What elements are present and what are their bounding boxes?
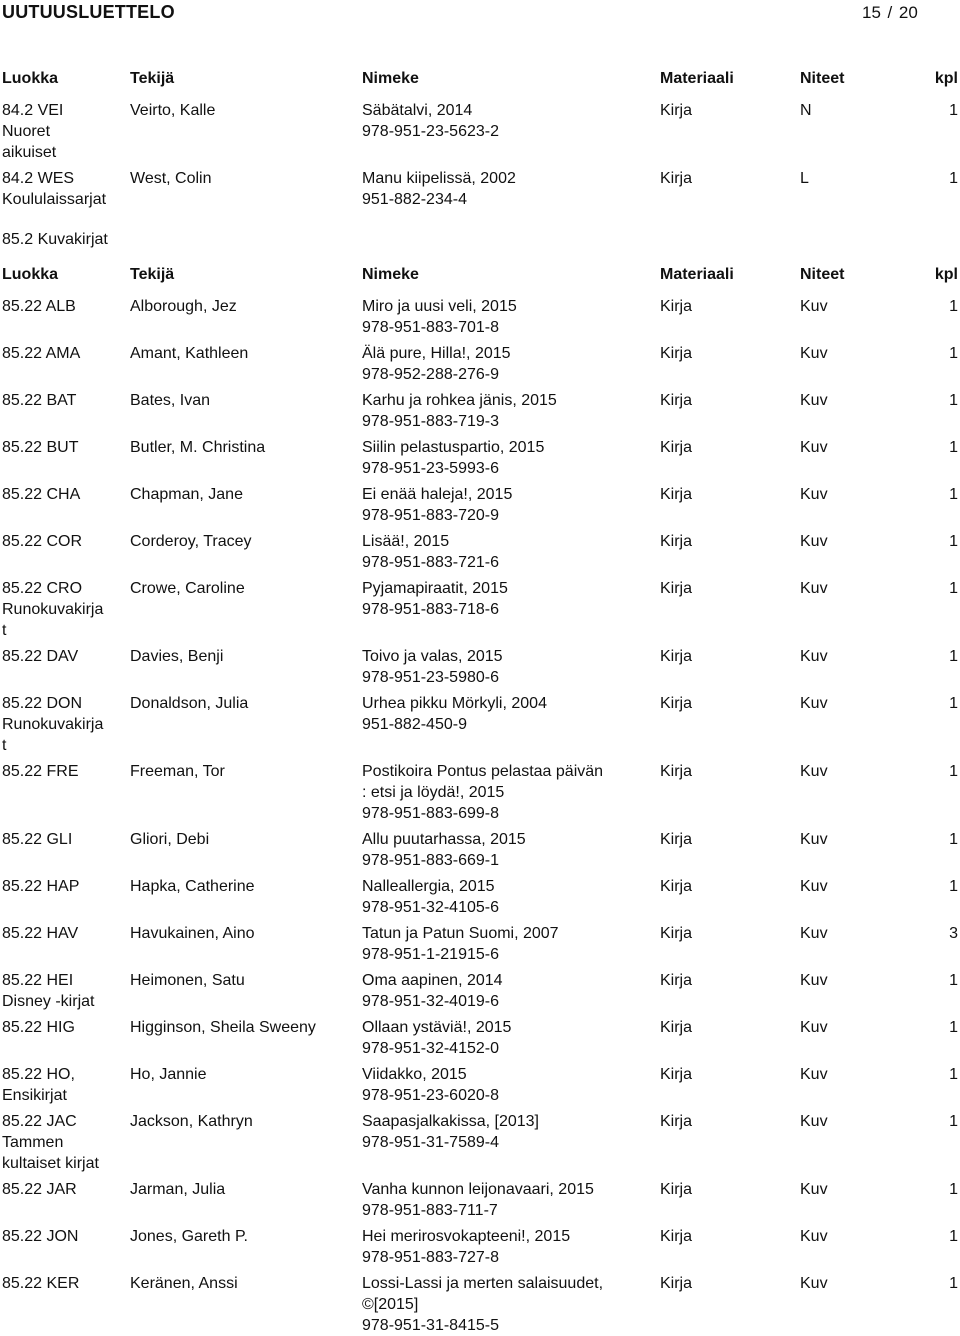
luokka-line: 85.22 HEI [2,972,74,989]
nimeke-line: Oma aapinen, 2014 [362,972,503,989]
document-title: UUTUUSLUETTELO [2,2,175,22]
page-separator: / [887,3,893,22]
nimeke-line: 978-951-31-8415-5 [362,1317,499,1334]
cell-materiaali: Kirja [660,1228,693,1245]
page-number [862,2,918,23]
luokka-line: 85.22 ALB [2,298,76,315]
nimeke-line: 978-951-883-701-8 [362,319,499,336]
cell-materiaali: Kirja [660,878,693,895]
cell-tekija: Davies, Benji [130,648,224,665]
cell-niteet: L [800,170,809,187]
cell-luokka [2,100,122,163]
cell-tekija: Keränen, Anssi [130,1275,238,1292]
cell-luokka [2,923,122,944]
nimeke-line: 978-951-32-4019-6 [362,993,499,1010]
cell-nimeke [362,437,632,479]
cell-luokka [2,693,122,756]
cell-tekija: Jarman, Julia [130,1181,226,1198]
cell-nimeke [362,829,632,871]
cell-materiaali: Kirja [660,648,693,665]
cell-kpl: 1 [949,170,958,187]
cell-materiaali: Kirja [660,695,693,712]
cell-tekija: Crowe, Caroline [130,580,245,597]
cell-kpl: 1 [949,345,958,362]
cell-nimeke [362,390,632,432]
cell-materiaali: Kirja [660,1275,693,1292]
nimeke-line: 978-951-883-718-6 [362,601,499,618]
cell-luokka [2,646,122,667]
cell-materiaali: Kirja [660,925,693,942]
cell-niteet: Kuv [800,439,828,456]
cell-niteet: Kuv [800,695,828,712]
section-title: 85.2 Kuvakirjat [2,231,108,248]
cell-tekija: Higginson, Sheila Sweeny [130,1019,316,1036]
luokka-line: Nuoret [2,123,51,140]
cell-niteet: Kuv [800,925,828,942]
luokka-line: 85.22 COR [2,533,83,550]
cell-kpl: 1 [949,1113,958,1130]
cell-kpl: 1 [949,1228,958,1245]
cell-materiaali: Kirja [660,1113,693,1130]
cell-materiaali: Kirja [660,533,693,550]
table-row [0,761,960,824]
col-niteet: Niteet [800,266,845,283]
cell-nimeke [362,1226,632,1268]
luokka-line: Runokuvakirja [2,716,104,733]
cell-niteet: Kuv [800,1228,828,1245]
table-row [0,1273,960,1336]
cell-nimeke [362,1179,632,1221]
cell-tekija: Jones, Gareth P. [130,1228,248,1245]
cell-niteet: Kuv [800,972,828,989]
table-row [0,829,960,871]
cell-kpl: 1 [949,298,958,315]
cell-luokka [2,1064,122,1106]
cell-luokka [2,1017,122,1038]
cell-niteet: Kuv [800,1181,828,1198]
nimeke-line: : etsi ja löydä!, 2015 [362,784,505,801]
table-row [0,1064,960,1106]
cell-tekija: Jackson, Kathryn [130,1113,253,1130]
cell-materiaali: Kirja [660,102,693,119]
luokka-line: 85.22 GLI [2,831,73,848]
cell-niteet: Kuv [800,1019,828,1036]
table-row [0,923,960,965]
cell-luokka [2,484,122,505]
nimeke-line: 978-951-883-669-1 [362,852,499,869]
luokka-line: 85.22 HAP [2,878,80,895]
cell-luokka [2,437,122,458]
nimeke-line: Säbätalvi, 2014 [362,102,473,119]
nimeke-line: Nalleallergia, 2015 [362,878,495,895]
cell-materiaali: Kirja [660,170,693,187]
table-row [0,168,960,210]
table-row [0,646,960,688]
cell-tekija: Alborough, Jez [130,298,237,315]
cell-nimeke [362,693,632,735]
nimeke-line: Urhea pikku Mörkyli, 2004 [362,695,547,712]
luokka-line: 85.22 JAR [2,1181,77,1198]
cell-nimeke [362,923,632,965]
cell-niteet: Kuv [800,345,828,362]
luokka-line: Ensikirjat [2,1087,67,1104]
cell-materiaali: Kirja [660,580,693,597]
nimeke-line: 978-951-883-720-9 [362,507,499,524]
table-row [0,100,960,163]
nimeke-line: Karhu ja rohkea jänis, 2015 [362,392,557,409]
nimeke-line: 978-951-1-21915-6 [362,946,499,963]
cell-materiaali: Kirja [660,763,693,780]
cell-niteet: Kuv [800,878,828,895]
table-row [0,296,960,338]
nimeke-line: 978-951-883-719-3 [362,413,499,430]
luokka-line: 85.22 BUT [2,439,79,456]
cell-kpl: 1 [949,533,958,550]
cell-nimeke [362,343,632,385]
table-row [0,1017,960,1059]
cell-materiaali: Kirja [660,1066,693,1083]
cell-nimeke [362,761,632,824]
luokka-line: aikuiset [2,144,57,161]
nimeke-line: Postikoira Pontus pelastaa päivän [362,763,604,780]
cell-kpl: 1 [949,972,958,989]
col-tekija: Tekijä [130,70,175,87]
col-kpl: kpl [934,70,958,87]
cell-tekija: Gliori, Debi [130,831,210,848]
table-row [0,390,960,432]
table-row [0,1111,960,1174]
total-pages: 20 [898,3,918,22]
cell-tekija: Freeman, Tor [130,763,225,780]
cell-niteet: N [800,102,812,119]
luokka-line: 85.22 HIG [2,1019,75,1036]
cell-niteet: Kuv [800,392,828,409]
nimeke-line: 978-951-23-5623-2 [362,123,499,140]
current-page: 15 [862,3,881,22]
luokka-line: 85.22 HO, [2,1066,75,1083]
cell-luokka [2,876,122,897]
cell-nimeke [362,484,632,526]
cell-luokka [2,1226,122,1247]
luokka-line: Tammen [2,1134,64,1151]
cell-niteet: Kuv [800,533,828,550]
cell-kpl: 1 [949,1181,958,1198]
nimeke-line: Viidakko, 2015 [362,1066,467,1083]
cell-nimeke [362,296,632,338]
cell-kpl: 3 [949,925,958,942]
table-row [0,693,960,756]
cell-tekija: Bates, Ivan [130,392,211,409]
luokka-line: 85.22 JAC [2,1113,77,1130]
nimeke-line: 978-951-31-7589-4 [362,1134,499,1151]
col-niteet: Niteet [800,70,845,87]
cell-luokka [2,970,122,1012]
luokka-line: Koululaissarjat [2,191,107,208]
cell-nimeke [362,876,632,918]
cell-niteet: Kuv [800,648,828,665]
nimeke-line: 951-882-234-4 [362,191,467,208]
cell-materiaali: Kirja [660,972,693,989]
cell-luokka [2,829,122,850]
nimeke-line: 978-951-23-5993-6 [362,460,499,477]
cell-nimeke [362,1111,632,1153]
nimeke-line: 978-952-288-276-9 [362,366,499,383]
cell-materiaali: Kirja [660,1019,693,1036]
luokka-line: t [2,622,7,639]
cell-kpl: 1 [949,831,958,848]
cell-niteet: Kuv [800,580,828,597]
cell-kpl: 1 [949,878,958,895]
cell-materiaali: Kirja [660,486,693,503]
nimeke-line: Ei enää haleja!, 2015 [362,486,513,503]
cell-luokka [2,1111,122,1174]
nimeke-line: Miro ja uusi veli, 2015 [362,298,517,315]
nimeke-line: 978-951-23-5980-6 [362,669,499,686]
cell-kpl: 1 [949,580,958,597]
cell-materiaali: Kirja [660,298,693,315]
cell-nimeke [362,168,632,210]
table-row [0,876,960,918]
luokka-line: 85.22 DAV [2,648,79,665]
cell-materiaali: Kirja [660,1181,693,1198]
cell-kpl: 1 [949,1019,958,1036]
cell-nimeke [362,970,632,1012]
cell-tekija: Veirto, Kalle [130,102,216,119]
luokka-line: 85.22 CHA [2,486,81,503]
nimeke-line: Vanha kunnon leijonavaari, 2015 [362,1181,594,1198]
table-row [0,970,960,1012]
cell-kpl: 1 [949,648,958,665]
nimeke-line: Ollaan ystäviä!, 2015 [362,1019,512,1036]
cell-tekija: Chapman, Jane [130,486,243,503]
section-2-table [0,296,960,1336]
nimeke-line: Älä pure, Hilla!, 2015 [362,345,511,362]
cell-niteet: Kuv [800,1275,828,1292]
cell-materiaali: Kirja [660,831,693,848]
nimeke-line: 978-951-883-711-7 [362,1202,498,1219]
nimeke-line: Lisää!, 2015 [362,533,450,550]
nimeke-line: Toivo ja valas, 2015 [362,648,503,665]
nimeke-line: ©[2015] [362,1296,419,1313]
cell-tekija: Ho, Jannie [130,1066,207,1083]
cell-niteet: Kuv [800,486,828,503]
cell-kpl: 1 [949,102,958,119]
nimeke-line: Pyjamapiraatit, 2015 [362,580,508,597]
cell-tekija: Heimonen, Satu [130,972,245,989]
luokka-line: 85.22 HAV [2,925,79,942]
col-materiaali: Materiaali [660,266,734,283]
column-header-row [0,68,960,89]
cell-luokka [2,578,122,641]
luokka-line: t [2,737,7,754]
cell-niteet: Kuv [800,831,828,848]
cell-luokka [2,531,122,552]
luokka-line: 84.2 VEI [2,102,64,119]
col-nimeke: Nimeke [362,70,419,87]
luokka-line: 85.22 AMA [2,345,81,362]
luokka-line: 85.22 DON [2,695,83,712]
luokka-line: 85.22 BAT [2,392,77,409]
cell-niteet: Kuv [800,1113,828,1130]
cell-materiaali: Kirja [660,392,693,409]
nimeke-line: Tatun ja Patun Suomi, 2007 [362,925,559,942]
col-luokka: Luokka [2,266,59,283]
luokka-line: 85.22 JON [2,1228,79,1245]
table-row [0,531,960,573]
cell-materiaali: Kirja [660,439,693,456]
col-kpl: kpl [934,266,958,283]
cell-niteet: Kuv [800,1066,828,1083]
luokka-line: kultaiset kirjat [2,1155,99,1172]
nimeke-line: 978-951-883-721-6 [362,554,499,571]
nimeke-line: 978-951-32-4105-6 [362,899,499,916]
luokka-line: Runokuvakirja [2,601,104,618]
luokka-line: 85.22 FRE [2,763,79,780]
cell-nimeke [362,1064,632,1106]
cell-nimeke [362,1017,632,1059]
cell-materiaali: Kirja [660,345,693,362]
cell-tekija: Butler, M. Christina [130,439,266,456]
cell-luokka [2,1179,122,1200]
table-row [0,437,960,479]
nimeke-line: 978-951-883-727-8 [362,1249,499,1266]
cell-tekija: Amant, Kathleen [130,345,249,362]
cell-nimeke [362,1273,632,1336]
cell-tekija: Havukainen, Aino [130,925,255,942]
table-row [0,343,960,385]
column-header-row [0,264,960,285]
cell-luokka [2,343,122,364]
nimeke-line: Manu kiipelissä, 2002 [362,170,516,187]
table-row [0,484,960,526]
table-row [0,578,960,641]
cell-kpl: 1 [949,695,958,712]
cell-tekija: West, Colin [130,170,212,187]
cell-luokka [2,1273,122,1294]
col-materiaali: Materiaali [660,70,734,87]
luokka-line: 85.22 KER [2,1275,80,1292]
cell-niteet: Kuv [800,763,828,780]
cell-kpl: 1 [949,1066,958,1083]
col-luokka: Luokka [2,70,59,87]
col-nimeke: Nimeke [362,266,419,283]
cell-nimeke [362,531,632,573]
cell-kpl: 1 [949,763,958,780]
table-row [0,1179,960,1221]
cell-niteet: Kuv [800,298,828,315]
cell-luokka [2,296,122,317]
luokka-line: Disney -kirjat [2,993,95,1010]
luokka-line: 84.2 WES [2,170,75,187]
cell-tekija: Hapka, Catherine [130,878,255,895]
section-1-table [0,100,960,210]
nimeke-line: Lossi-Lassi ja merten salaisuudet, [362,1275,604,1292]
cell-kpl: 1 [949,392,958,409]
cell-nimeke [362,100,632,142]
cell-tekija: Corderoy, Tracey [130,533,252,550]
table-row [0,1226,960,1268]
cell-luokka [2,390,122,411]
cell-nimeke [362,646,632,688]
nimeke-line: Saapasjalkakissa, [2013] [362,1113,539,1130]
nimeke-line: 978-951-883-699-8 [362,805,499,822]
cell-kpl: 1 [949,1275,958,1292]
page-header [0,0,960,38]
luokka-line: 85.22 CRO [2,580,83,597]
cell-kpl: 1 [949,439,958,456]
col-tekija: Tekijä [130,266,175,283]
nimeke-line: 951-882-450-9 [362,716,467,733]
nimeke-line: Hei merirosvokapteeni!, 2015 [362,1228,571,1245]
cell-nimeke [362,578,632,620]
nimeke-line: 978-951-32-4152-0 [362,1040,499,1057]
cell-tekija: Donaldson, Julia [130,695,249,712]
nimeke-line: 978-951-23-6020-8 [362,1087,499,1104]
nimeke-line: Allu puutarhassa, 2015 [362,831,526,848]
cell-luokka [2,168,122,210]
cell-kpl: 1 [949,486,958,503]
cell-luokka [2,761,122,782]
nimeke-line: Siilin pelastuspartio, 2015 [362,439,545,456]
